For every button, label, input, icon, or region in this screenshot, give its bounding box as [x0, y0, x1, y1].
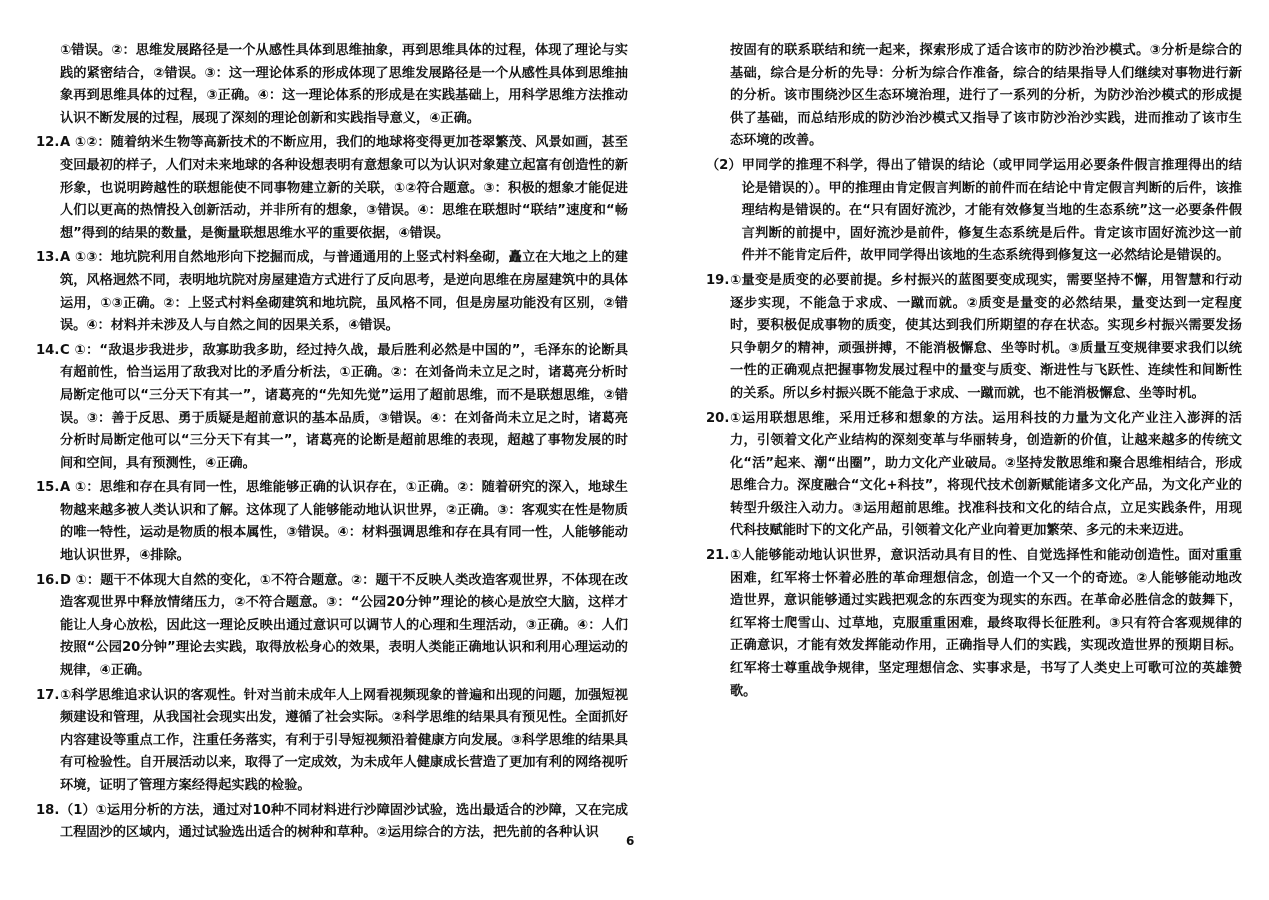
q11-continuation: ①错误。②：思维发展路径是一个从感性具体到思维抽象，再到思维具体的过程，体现了理论与实践的紧密结合，②错误。③：这一理论体系的形成体现了思维发展路径是一个从感性具体到思维抽象再到思维具体的过程，③正确。④：这一理论体系的形成是在实践基础上，用科学思维方法推动认识不断发展的过程，展现了深刻的理论创新和实践指导意义，④正确。 — [60, 43, 628, 126]
answer-item-17 — [36, 685, 628, 798]
answer-item-13 — [36, 247, 628, 337]
right-column — [706, 40, 1242, 705]
answer-item-18 — [36, 800, 628, 845]
item-text: A ①③：地坑院利用自然地形向下挖掘而成，与普通通用的上竖式村料垒砌，矗立在大地之上的建筑，风格迥然不同，表明地坑院对房屋建造方式进行了反向思考，是逆向思维在房屋建筑中的具体运用，①③正确。②：上竖式村料垒砌建筑和地坑院，虽风格不同，但是房屋功能没有区别，②错误。④：材料并未涉及人与自然之间的因果关系，④错误。 — [60, 250, 628, 334]
q18-continuation: 按固有的联系联结和统一起来，探索形成了适合该市的防沙治沙模式。③分析是综合的基础，综合是分析的先导：分析为综合作准备，综合的结果指导人们继续对事物进行新的分析。该市围绕沙区生态环境治理，进行了一系列的分析，为防沙治沙模式的形成提供了基础，而总结形成的防沙治沙模式又指导了该市防沙治沙实践，进而推动了该市生态环境的改善。 — [730, 43, 1242, 149]
item-number: 20. — [706, 410, 730, 426]
item-number: 16. — [36, 572, 60, 588]
item-number: 13. — [36, 250, 60, 266]
item-text: ①运用联想思维，采用迁移和想象的方法。运用科技的力量为文化产业注入澎湃的活力，引领着文化产业结构的深刻变革与华丽转身，创造新的价值，让越来越多的传统文化“活”起来、潮“出圈”，助力文化产业破局。②坚持发散思维和聚合思维相结合，形成思维合力。深度融合“文化+科技”，将现代技术创新赋能诸多文化产品，为文化产业的转型升级注入动力。③运用超前思维。找准科技和文化的结合点，立足实践条件，用现代科技赋能时下的文化产品，引领着文化产业向着更加繁荣、多元的未来迈进。 — [730, 410, 1242, 539]
item-text: A ①：思维和存在具有同一性，思维能够正确的认识存在，①正确。②：随着研究的深入，地球生物越来越多被人类认识和了解。这体现了人能够能动地认识世界，②正确。③：客观实在性是物质的唯一特性，运动是物质的根本属性，③错误。④：材料强调思维和存在具有同一性，人能够能动地认识世界，④排除。 — [60, 480, 628, 564]
item-number: 21. — [706, 548, 730, 564]
answer-item-15 — [36, 477, 628, 567]
answer-item-14 — [36, 340, 628, 476]
item-text: ①人能够能动地认识世界，意识活动具有目的性、自觉选择性和能动创造性。面对重重困难，红军将士怀着必胜的革命理想信念，创造一个又一个的奇迹。②人能够能动地改造世界，意识能够通过实践把观念的东西变为现实的东西。在革命必胜信念的鼓舞下，红军将士爬雪山、过草地，克服重重困难，最终取得长征胜利。③只有符合客观规律的正确意识，才能有效发挥能动作用，正确指导人们的实践，实现改造世界的预期目标。红军将士尊重战争规律，坚定理想信念、实事求是，书写了人类史上可歌可泣的英雄赞歌。 — [730, 548, 1242, 699]
item-text: ①量变是质变的必要前提。乡村振兴的蓝图要变成现实，需要坚持不懈，用智慧和行动逐步实现，不能急于求成、一蹴而就。②质变是量变的必然结果，量变达到一定程度时，要积极促成事物的质变，使其达到我们所期望的存在状态。实现乡村振兴需要发扬只争朝夕的精神，顽强拼搏，不能消极懈怠、坐等时机。③质量互变规律要求我们以统一性的正确观点把握事物发展过程中的量变与质变、渐进性与飞跃性、连续性和间断性的关系。所以乡村振兴既不能急于求成、一蹴而就，也不能消极懈怠、坐等时机。 — [730, 272, 1242, 401]
answer-item-19 — [706, 270, 1242, 406]
item-number: 18. — [36, 802, 60, 818]
item-number: 14. — [36, 342, 60, 358]
item-number: 15. — [36, 480, 60, 496]
item-text: C ①：“敌退步我进步，敌寡助我多助，经过持久战，最后胜利必然是中国的”，毛泽东的论断具有超前性，恰当运用了敌我对比的矛盾分析法，①正确。②：在刘备尚未立足之时，诸葛亮分析时局断定他可以“三分天下有其一”，诸葛亮的“先知先觉”运用了超前思维，而不是联想思维，②错误。③：善于反思、勇于质疑是超前意识的基本品质，③错误。④：在刘备尚未立足之时，诸葛亮分析时局断定他可以“三分天下有其一”，诸葛亮的论断是超前思维的表现，超越了事物发展的时间和空间，具有预测性，④正确。 — [60, 342, 628, 471]
answer-item-20 — [706, 408, 1242, 544]
answer-item-18-part-2 — [706, 155, 1242, 268]
sub-item-text: 甲同学的推理不科学，得出了错误的结论（或甲同学运用必要条件假言推理得出的结论是错误的）。甲的推理由肯定假言判断的前件而在结论中肯定假言判断的后件，该推理结构是错误的。在“只有固好流沙，才能有效修复当地的生态系统”这一必要条件假言判断的前提中，固好流沙是前件，修复生态系统是后件。肯定该市固好流沙这一前件并不能肯定后件，故甲同学得出该地的生态系统得到修复这一必然结论是错误的。 — [741, 157, 1242, 264]
answer-item-12 — [36, 132, 628, 245]
item-number: 17. — [36, 687, 60, 703]
left-column — [36, 40, 628, 847]
answer-item-21 — [706, 545, 1242, 703]
page-number: 6 — [626, 834, 635, 848]
item-text: （1）①运用分析的方法，通过对10种不同材料进行沙障固沙试验，选出最适合的沙障，又在完成工程固沙的区域内，通过试验选出适合的树种和草种。②运用综合的方法，把先前的各种认识 — [60, 802, 628, 841]
item-text: ①科学思维追求认识的客观性。针对当前未成年人上网看视频现象的普遍和出现的问题，加强短视频建设和管理，从我国社会现实出发，遵循了社会实际。②科学思维的结果具有预见性。全面抓好内容建设等重点工作，注重任务落实，有利于引导短视频沿着健康方向发展。③科学思维的结果具有可检验性。自开展活动以来，取得了一定成效，为未成年人健康成长营造了更加有利的网络视听环境，证明了管理方案经得起实践的检验。 — [60, 687, 628, 793]
item-number: 19. — [706, 272, 730, 288]
item-text: A ①②：随着纳米生物等高新技术的不断应用，我们的地球将变得更加苍翠繁茂、风景如画，甚至变回最初的样子，人们对未来地球的各种设想表明有意想象可以为认识对象建立起富有创造性的新形象，也说明跨越性的联想能使不同事物建立新的关联，①②符合题意。③：积极的想象才能促进人们以更高的热情投入创新活动，并非所有的想象，③错误。④：思维在联想时“联结”速度和“畅想”得到的结果的数量，是衡量联想思维水平的重要依据，④错误。 — [60, 135, 628, 241]
answer-item-16 — [36, 570, 628, 683]
sub-item-number: （2） — [706, 157, 742, 173]
item-number: 12. — [36, 135, 60, 151]
item-text: D ①：题干不体现大自然的变化，①不符合题意。②：题干不反映人类改造客观世界，不体现在改造客观世界中释放情绪压力，②不符合题意。③：“公园20分钟”理论的核心是放空大脑，这样才能让人身心放松，因此这一理论反映出通过意识可以调节人的心理和生理活动，③正确。④：人们按照“公园20分钟”理论去实践，取得放松身心的效果，表明人类能正确地认识和利用心理运动的规律，④正确。 — [60, 572, 628, 679]
